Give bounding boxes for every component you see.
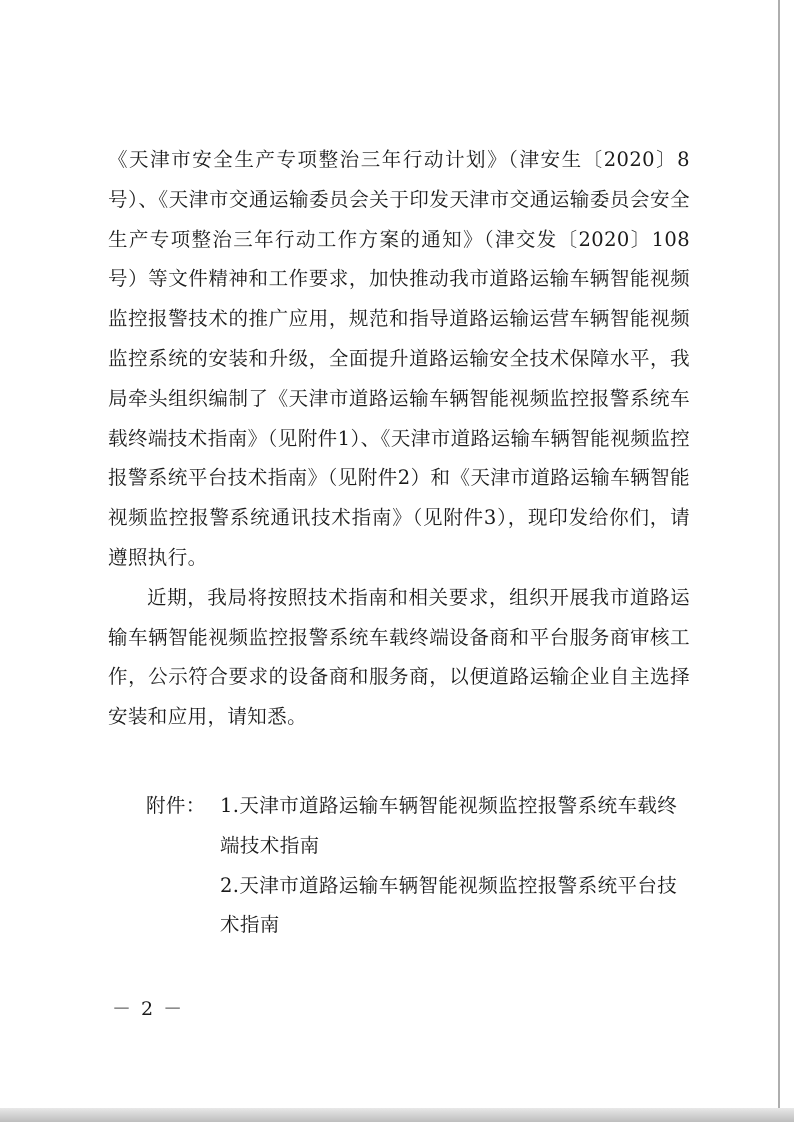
attachments-list (146, 786, 686, 945)
page-number: － 2 － (112, 998, 185, 1020)
attachments-label: 附件： (146, 794, 206, 817)
scan-edge-right (778, 0, 780, 1122)
document-body (108, 140, 690, 737)
paragraph-2: 近期，我局将按照技术指南和相关要求，组织开展我市道路运输车辆智能视频监控报警系统车载终端设备商和平台服务商审核工作，公示符合要求的设备商和服务商，以便道路运输企业自主选择安装和应用，请知悉。 (108, 585, 690, 729)
attachment-item-1 (146, 786, 686, 866)
scan-edge-bottom (0, 1108, 794, 1122)
paragraph-1: 《天津市安全生产专项整治三年行动计划》（津安生〔2020〕8号）、《天津市交通运输委员会关于印发天津市交通运输委员会安全生产专项整治三年行动工作方案的通知》（津交发〔2020〕108号）等文件精神和工作要求，加快推动我市道路运输车辆智能视频监控报警技术的推广应用，规范和指导道路运输运营车辆智能视频监控系统的安装和升级，全面提升道路运输安全技术保障水平，我局牵头组织编制了《天津市道路运输车辆智能视频监控报警系统车载终端技术指南》（见附件1）、《天津市道路运输车辆智能视频监控报警系统平台技术指南》（见附件2）和《天津市道路运输车辆智能视频监控报警系统通讯技术指南》（见附件3），现印发给你们，请遵照执行。 (108, 148, 690, 569)
attachment-item-2-text: 2.天津市道路运输车辆智能视频监控报警系统平台技术指南 (220, 873, 678, 937)
attachment-item-2 (146, 866, 686, 946)
attachment-item-1-text: 1.天津市道路运输车辆智能视频监控报警系统车载终端技术指南 (220, 794, 678, 857)
